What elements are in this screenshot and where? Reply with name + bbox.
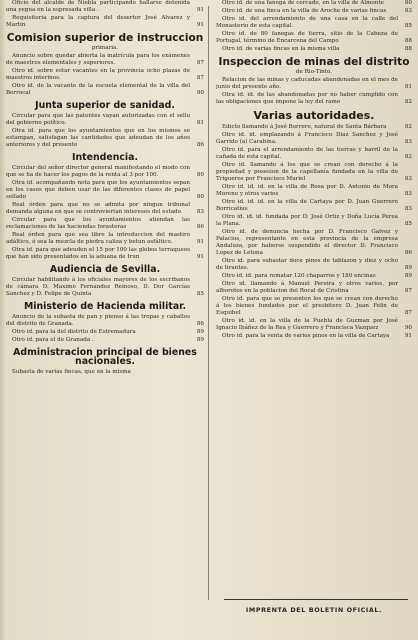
- index-entry: [6, 83, 204, 97]
- printer-imprint: IMPRENTA DEL BOLETIN OFICIAL.: [245, 606, 383, 614]
- entry-page-number: 89: [404, 272, 412, 279]
- entry-text: Anuncio sobre quedar abierta la matrícula para los exámenes de maestros elementales y superiores.: [6, 53, 190, 67]
- entry-page-number: 87: [404, 309, 412, 316]
- entry-page-number: 87: [196, 75, 204, 82]
- index-entry: [216, 318, 412, 332]
- index-entry: [216, 8, 412, 15]
- index-entry: [6, 128, 204, 149]
- index-entry: [6, 329, 204, 336]
- entry-page-number: 82: [404, 123, 412, 130]
- index-entry: [216, 273, 412, 280]
- index-entry: [6, 217, 204, 231]
- entry-page-number: 89: [404, 264, 412, 271]
- entry-text: Circular para que los ayuntamientos atiendan las reclamaciones de las haciendas forasteras: [6, 216, 190, 230]
- index-entry: [216, 31, 412, 45]
- entry-page-number: 87: [404, 287, 412, 294]
- index-entry: [216, 0, 412, 7]
- index-entry: [6, 202, 204, 216]
- index-entry: [216, 162, 412, 183]
- entry-text: Otro id. id. id. en la villa de Rosa por D. Antonio de Mora Moreno y otros varios: [216, 183, 398, 197]
- entry-text: Circular para que las patentes vayan autorizadas con el sello del gobierno político.: [6, 112, 190, 126]
- column-divider: [208, 6, 209, 600]
- entry-text: Otra id. para que adeuden el 15 por 100 las globos terraqueos que han sido presentados en la aduana de Irun: [6, 246, 190, 260]
- entry-text: Otro id. llamando á Manuel Pereira y otros varios, por alborotos en la poblacion del Rocal de Cristina: [216, 280, 398, 294]
- entry-text: Otro id. sobre estar vacantes en la provincia ocho plazas de maestros interinos.: [6, 68, 190, 82]
- entry-text: Otro id. de varias fincas en la misma villa: [222, 46, 340, 52]
- entry-page-number: 85: [196, 290, 204, 297]
- index-entry: [216, 296, 412, 317]
- section-subheading: primaria.: [91, 45, 119, 52]
- index-entry: [216, 46, 412, 53]
- index-entry: [6, 15, 204, 29]
- entry-page-number: 81: [196, 119, 204, 126]
- entry-text: Otra id. id. de las abandonadas por no haber cumplido con las obligaciones que impone la ley del ramo: [216, 92, 398, 106]
- entry-text: Otro id. id. para rematar 120 chaparros y 180 encinas: [222, 272, 376, 279]
- entry-page-number: 83: [404, 175, 412, 182]
- entry-text: Real órden para que sea libre la introduccion del mastiro adáltico, ó sea la mezcla de piedra caliza y betun asfáltico.: [6, 231, 190, 245]
- entry-page-number: 91: [196, 238, 204, 245]
- index-entry: [6, 337, 204, 344]
- entry-text: Real órden para que no se admita por ningun tribunal demanda alguna en que se controviertan intereses del estado: [6, 201, 190, 215]
- entry-page-number: 85: [404, 23, 412, 29]
- section-heading: Junta superior de sanidad.: [35, 100, 175, 112]
- index-entry: [216, 92, 412, 106]
- entry-text: Circular del señor director general manifestando el modo con que se ha de hacer los pagos de la renta al 3 por 100.: [6, 164, 190, 178]
- entry-text: Relacion de las minas y caducadas abandonadas en el mes de junio del presente año.: [216, 77, 398, 91]
- entry-text: Circular habilitando á los oficiales mayores de los escribanos de cámara D. Maximo Fernandez Reinoso, D. Dor Garcías Sanchez y D. Felipe de Quinta: [6, 276, 190, 297]
- entry-page-number: 91: [196, 7, 204, 13]
- section-subheading: de Rio-Tinto.: [295, 69, 333, 76]
- entry-page-number: 80: [196, 193, 204, 200]
- entry-text: Otra id. acompañando nota para que los ayuntamientos sepan en los casos que deben usar de las diferentes clases de papel sellado: [6, 179, 190, 200]
- entry-text: Requisitoria para la captura del desertor José Alvarez y Martin: [6, 15, 190, 28]
- entry-page-number: 85: [404, 220, 412, 227]
- entry-page-number: 86: [404, 249, 412, 256]
- entry-page-number: 86: [196, 223, 204, 230]
- entry-text: Otro id. de 80 fanegas de tierra, sitio de la Cabeza de Portugal, término de Encarcena del Campo: [216, 31, 398, 44]
- right-column: [216, 0, 412, 640]
- entry-text: Otro id. de la vacante de la escuela elemental de la villa del Berrocal: [6, 83, 190, 97]
- entry-text: Otro id. id. emplazando á Francisco Diaz Sanchez y José Garrido (a) Carabina.: [216, 131, 398, 145]
- entry-page-number: 81: [404, 84, 412, 91]
- entry-page-number: 91: [196, 22, 204, 28]
- index-entry: [6, 369, 204, 376]
- entry-text: Otro id. para el arrendamiento de las tierras y barril de la cañada de esta capital.: [216, 146, 398, 160]
- index-entry: [216, 214, 412, 228]
- footer-rule: [224, 599, 408, 600]
- index-entry: [6, 277, 204, 298]
- index-entry: [6, 113, 204, 127]
- entry-text: Otro id. para la del distrito de Estremadura: [12, 328, 136, 335]
- entry-page-number: 91: [404, 332, 412, 339]
- entry-text: Otro id. id. id. en la villa de Cartaya por D. Juan Guerrero Borricatius: [216, 198, 398, 212]
- index-entry: [6, 314, 204, 328]
- entry-text: Otro id. de denuncia hecha por D. Francisco Galvez y Palacios, representante en esta provincia de la empresa Andaluza, por haberse suspendido el director D. Francisco Lopez de Letona: [216, 228, 398, 256]
- entry-page-number: 86: [196, 320, 204, 327]
- entry-text: Oficio del alcalde de Niebla participando hallarse detenida una yegua en la espresada villa .: [6, 0, 190, 13]
- index-entry: [216, 258, 412, 272]
- entry-text: Otro id. para la venta de varios pinos en la villa de Cartaya: [222, 332, 390, 339]
- index-entry: [216, 333, 412, 340]
- index-entry: [6, 180, 204, 201]
- index-entry: [216, 147, 412, 161]
- section-heading: Varias autoridades.: [253, 109, 375, 123]
- index-entry: [6, 247, 204, 261]
- section-heading: Audiencia de Sevilla.: [49, 263, 161, 275]
- entry-page-number: 90: [196, 90, 204, 97]
- entry-page-number: 83: [196, 208, 204, 215]
- entry-text: Otro id. llamando á los que se crean con derecho á la propiedad y posesion de la capellanía fundada en la villa de Trigueros por Francisco Muriel: [216, 161, 398, 182]
- entry-page-number: 91: [196, 253, 204, 260]
- index-entry: [216, 16, 412, 30]
- entry-text: Otra id. para que los ayuntamientos que en los mismos se estampan, satisfagan las cantidades que adeudan de los años anteriores y del presente: [6, 127, 190, 148]
- entry-page-number: 87: [196, 60, 204, 67]
- section-heading: Ministerio de Hacienda militar.: [23, 300, 187, 312]
- entry-text: Otro id. del arrendamiento de una casa en la calle del Monasterio de esta capital.: [216, 16, 398, 29]
- entry-text: Otro id. para que se presenten los que se crean con derecho á los bienes fundados por el presbitero D. Juan Felix de Esquibel: [216, 295, 398, 316]
- index-entry: [6, 68, 204, 82]
- entry-page-number: 88: [404, 46, 412, 52]
- entry-page-number: 83: [404, 190, 412, 197]
- entry-text: Otro id. de una finca en la villa de Aroche de varias fincas: [222, 8, 387, 14]
- index-entry: [216, 281, 412, 295]
- index-entry: [216, 124, 412, 131]
- entry-page-number: 89: [196, 336, 204, 343]
- entry-page-number: 82: [404, 99, 412, 106]
- entry-text: Otro id. para subastar doce pinos de tablazon y diez y ocho de tirantes.: [216, 257, 398, 271]
- index-entry: [6, 232, 204, 246]
- entry-page-number: 82: [404, 153, 412, 160]
- index-entry: [216, 132, 412, 146]
- entry-page-number: 83: [404, 205, 412, 212]
- entry-page-number: 83: [404, 8, 412, 14]
- entry-text: Otro id. id. id. fundada por D. José Ortiz y Doña Lucía Perea la Plana.: [216, 213, 398, 227]
- entry-text: Otro id. para el de Granada .: [12, 336, 94, 343]
- entry-page-number: 80: [404, 0, 412, 6]
- index-entry: [6, 165, 204, 179]
- entry-text: Edicto llamando á José Borrero, natural de Santa Bárbara: [222, 123, 387, 130]
- entry-page-number: 90: [404, 324, 412, 331]
- section-heading: Inspeccion de minas del distrito: [218, 56, 410, 68]
- entry-page-number: 83: [404, 138, 412, 145]
- section-heading: Intendencia.: [71, 151, 139, 163]
- section-heading: Administracion principal de bienes nacionales.: [13, 346, 197, 368]
- index-entry: [216, 199, 412, 213]
- entry-text: Anuncio de la subasta de pan y pienso á las tropas y caballos del distrito de Granada.: [6, 313, 190, 327]
- entry-text: Subasta de varias fincas, que en la misma: [12, 369, 131, 376]
- section-heading: Comision superior de instruccion: [6, 32, 204, 44]
- index-entry: [6, 53, 204, 67]
- entry-page-number: 80: [196, 171, 204, 178]
- entry-page-number: 86: [196, 141, 204, 148]
- entry-page-number: 88: [404, 38, 412, 44]
- entry-page-number: 89: [196, 328, 204, 335]
- index-entry: [216, 229, 412, 257]
- entry-text: Otro id. de una fanega de cercado, en la villa de Almonte: [222, 0, 384, 6]
- entry-text: Otro id. id. en la villa de la Puebla de Guzman por José Ignacio Ibáñez de la Rea y Guerrero y Francisca Vazquez: [216, 317, 398, 331]
- index-entry: [6, 0, 204, 14]
- index-entry: [216, 184, 412, 198]
- left-column: [6, 0, 204, 640]
- index-entry: [216, 77, 412, 91]
